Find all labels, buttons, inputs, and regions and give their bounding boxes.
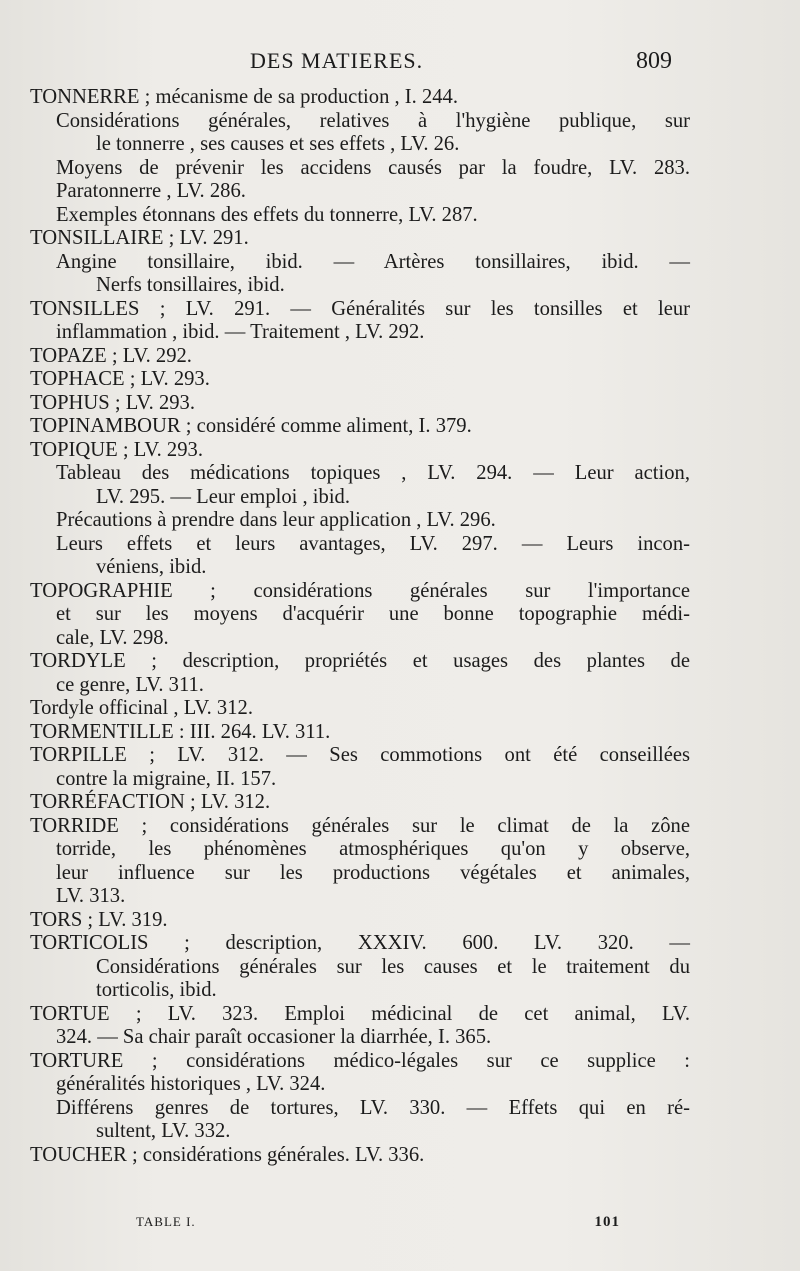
index-subentry-line: le tonnerre , ses causes et ses effets , LV. 26. (96, 133, 460, 155)
index-subentry-line: Angine tonsillaire, ibid. — Artères tonsillaires, ibid. — (56, 250, 690, 273)
index-subentry-line: torticolis, ibid. (96, 979, 217, 1001)
index-subentry-line: Considérations générales, relatives à l'hygiène publique, sur (56, 109, 690, 132)
index-subentry-line: inflammation , ibid. — Traitement , LV. 292. (56, 321, 425, 343)
index-subentry-line: ce genre, LV. 311. (56, 673, 204, 696)
index-headword-line: TOPOGRAPHIE ; considérations générales sur l'importance (30, 579, 690, 602)
index-subentry-line: et sur les moyens d'acquérir une bonne topographie médi- (56, 603, 690, 625)
index-headword-line: TONSILLES ; LV. 291. — Généralités sur les tonsilles et leur (30, 297, 690, 320)
index-headword-line: TOPIQUE ; LV. 293. (30, 438, 203, 461)
index-headword-line: TORTURE ; considérations médico-légales sur ce supplice : (30, 1049, 690, 1072)
index-headword-line: TONSILLAIRE ; LV. 291. (30, 227, 249, 249)
index-subentry-line: Exemples étonnans des effets du tonnerre, LV. 287. (56, 203, 478, 226)
index-subentry-line: 324. — Sa chair paraît occasioner la diarrhée, I. 365. (56, 1026, 492, 1048)
index-headword-line: TORRIDE ; considérations générales sur le climat de la zône (30, 814, 690, 837)
index-subentry-line: Leurs effets et leurs avantages, LV. 297. — Leurs incon- (56, 532, 690, 555)
index-headword-line: TOPAZE ; LV. 292. (30, 344, 192, 367)
index-subentry-line: Paratonnerre , LV. 286. (56, 180, 246, 202)
index-headword-line: TORTICOLIS ; description, XXXIV. 600. LV. 320. — (30, 932, 690, 954)
index-headword-line: TORPILLE ; LV. 312. — Ses commotions ont été conseillées (30, 744, 690, 766)
index-subentry-line: Moyens de prévenir les accidens causés par la foudre, LV. 283. (56, 156, 690, 179)
index-headword-line: TOPHUS ; LV. 293. (30, 391, 195, 414)
index-subentry-line: Nerfs tonsillaires, ibid. (96, 274, 285, 296)
index-subentry-line: véniens, ibid. (96, 556, 207, 578)
index-subentry-line: Tableau des médications topiques , LV. 294. — Leur action, (56, 462, 690, 484)
index-headword-line: TOPHACE ; LV. 293. (30, 368, 210, 390)
index-headword-line: TORRÉFACTION ; LV. 312. (30, 791, 271, 813)
index-entries (30, 86, 690, 1167)
index-headword-line: TONNERRE ; mécanisme de sa production , I. 244. (30, 86, 459, 108)
index-headword-line: TOPINAMBOUR ; considéré comme aliment, I. 379. (30, 415, 472, 437)
index-headword-line: Tordyle officinal , LV. 312. (30, 697, 253, 719)
index-subentry-line: LV. 313. (56, 885, 126, 907)
page-number: 809 (636, 48, 672, 74)
signature-label: TABLE I. (136, 1214, 196, 1229)
index-subentry-line: leur influence sur les productions végétales et animales, (56, 861, 690, 884)
index-subentry-line: LV. 295. — Leur emploi , ibid. (96, 485, 350, 508)
running-title: DES MATIERES. (250, 48, 424, 73)
index-subentry-line: généralités historiques , LV. 324. (56, 1073, 326, 1095)
signature-number: 101 (594, 1214, 620, 1230)
index-headword-line: TORTUE ; LV. 323. Emploi médicinal de cet animal, LV. (30, 1002, 690, 1025)
index-headword-line: TORMENTILLE : III. 264. LV. 311. (30, 720, 331, 743)
index-subentry-line: Considérations générales sur les causes et le traitement du (96, 955, 690, 978)
index-headword-line: TOUCHER ; considérations générales. LV. 336. (30, 1143, 425, 1166)
index-headword-line: TORDYLE ; description, propriétés et usages des plantes de (30, 650, 690, 672)
index-subentry-line: Différens genres de tortures, LV. 330. — Effets qui en ré- (56, 1096, 690, 1119)
index-subentry-line: Précautions à prendre dans leur application , LV. 296. (56, 509, 496, 531)
index-subentry-line: cale, LV. 298. (56, 626, 169, 649)
index-subentry-line: sultent, LV. 332. (96, 1120, 231, 1142)
page-footer (136, 1214, 620, 1231)
running-head (250, 48, 672, 75)
index-subentry-line: torride, les phénomènes atmosphériques qu'on y observe, (56, 838, 690, 860)
index-subentry-line: contre la migraine, II. 157. (56, 767, 277, 790)
index-headword-line: TORS ; LV. 319. (30, 908, 168, 931)
